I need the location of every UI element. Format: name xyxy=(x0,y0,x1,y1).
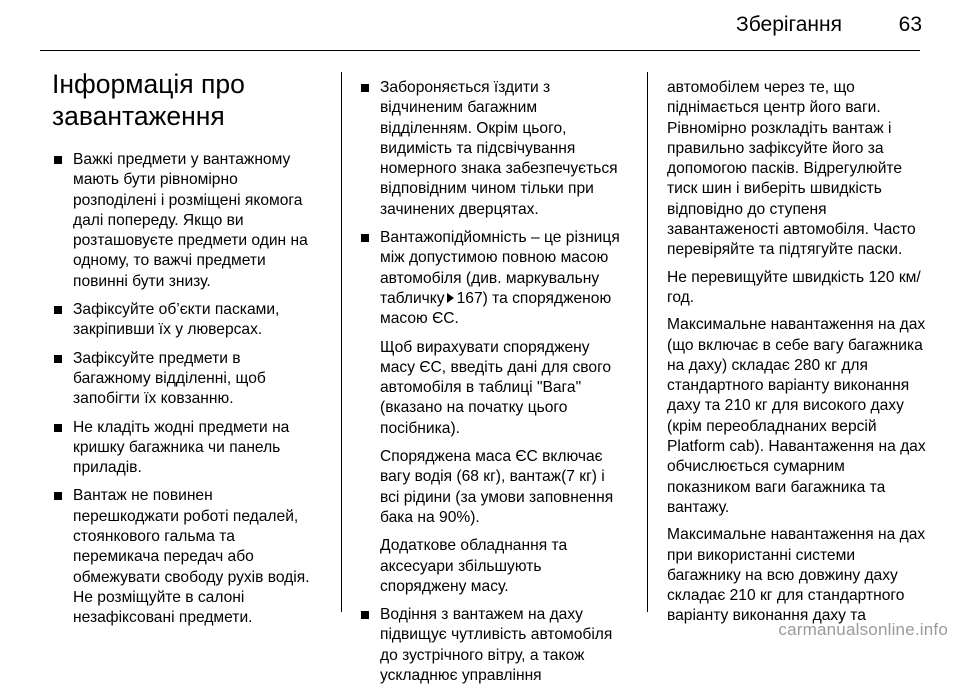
loading-rules-list-continued xyxy=(359,78,627,686)
list-item-text: Водіння з вантажем на даху підвищує чутливість автомобіля до зустрічного вітру, а також ускладнює управління xyxy=(380,606,613,685)
section-title: Зберігання xyxy=(736,13,842,36)
text-run: Вантажопідйомність – це різниця між допустимою повною масою автомобіля (див. маркувальну табличку xyxy=(380,229,620,307)
list-item xyxy=(359,78,627,220)
loading-rules-list xyxy=(52,150,320,629)
text-run: 167) та спорядженою масою ЄС. xyxy=(380,289,612,328)
watermark: carmanualsonline.info xyxy=(778,620,948,639)
paragraph: Споряджена маса ЄС включає вагу водія (68 кг), вантаж(7 кг) і всі рідини (за умови заповнення бака на 90%). xyxy=(380,448,614,526)
list-item xyxy=(52,349,320,410)
paragraph: Додаткове обладнання та аксесуари збільшують споряджену масу. xyxy=(380,537,568,595)
square-bullet-icon xyxy=(54,492,62,500)
square-bullet-icon xyxy=(54,355,62,363)
list-item xyxy=(52,418,320,479)
square-bullet-icon xyxy=(361,84,369,92)
column-divider xyxy=(341,72,342,612)
list-item xyxy=(359,228,627,597)
list-item-text: Забороняється їздити з відчиненим багажним відділенням. Окрім цього, видимість та підсвічування номерного знака забезпечується відповідним чином тільки при зачинених дверцятах. xyxy=(380,79,618,218)
square-bullet-icon xyxy=(54,306,62,314)
paragraph: автомобілем через те, що піднімається центр його ваги. Рівномірно розкладіть вантаж і правильно зафіксуйте його за допомогою пасків. Відрегулюйте тиск шин і виберіть швидкість відповідно до ступеня завантаженості автомобіля. Часто перевіряйте та підтягуйте паски. xyxy=(667,79,916,259)
column-divider xyxy=(647,72,648,612)
list-item xyxy=(52,150,320,292)
list-item-text: Зафіксуйте об’єкти пасками, закріпивши їх у люверсах. xyxy=(73,301,280,339)
list-item-text: Важкі предмети у вантажному мають бути рівномірно розподілені і розміщені якомога далі попереду. Якщо ви розташовуєте предмети один на одному, то важчі предмети повинні бути знизу. xyxy=(73,151,308,290)
square-bullet-icon xyxy=(54,424,62,432)
list-item-text: Зафіксуйте предмети в багажному відділенні, щоб запобігти їх ковзанню. xyxy=(73,349,266,408)
header-divider xyxy=(40,50,920,51)
list-item xyxy=(52,486,320,628)
column-1 xyxy=(52,68,320,637)
column-3 xyxy=(667,78,929,634)
square-bullet-icon xyxy=(361,234,369,242)
paragraph: Максимальне навантаження на дах при використанні системи багажнику на всю довжину даху складає 210 кг для стандартного варіанту виконання даху та xyxy=(667,526,926,625)
section-heading: Інформація про завантаження xyxy=(52,69,245,131)
list-item xyxy=(52,300,320,341)
list-item-text: Вантаж не повинен перешкоджати роботі педалей, стоянкового гальма та перемикача передач або обмежувати свободу рухів водія. Не розміщуйте в салоні незафіксовані предмети. xyxy=(73,487,310,627)
list-item xyxy=(359,605,627,686)
paragraph: Максимальне навантаження на дах (що включає в себе вагу багажника на даху) складає 280 кг для стандартного варіанту виконання даху та 210 кг для високого даху (крім переобладнаних версій Platform cab). Навантаження на дах обчислюється сумарним показником ваги багажника та вантажу. xyxy=(667,316,926,516)
list-item-text: Не кладіть жодні предмети на кришку багажника чи панель приладів. xyxy=(73,418,290,477)
page-number: 63 xyxy=(898,13,922,36)
paragraph: Не перевищуйте швидкість 120 км/год. xyxy=(667,268,921,306)
paragraph: Щоб вирахувати споряджену масу ЄС, введіть дані для свого автомобіля в таблиці "Вага" (вказано на початку цього посібника). xyxy=(380,338,612,437)
page-header xyxy=(0,0,960,52)
square-bullet-icon xyxy=(54,156,62,164)
column-2 xyxy=(359,78,627,694)
paragraph xyxy=(380,228,627,329)
page-reference-arrow-icon xyxy=(447,293,454,303)
square-bullet-icon xyxy=(361,611,369,619)
